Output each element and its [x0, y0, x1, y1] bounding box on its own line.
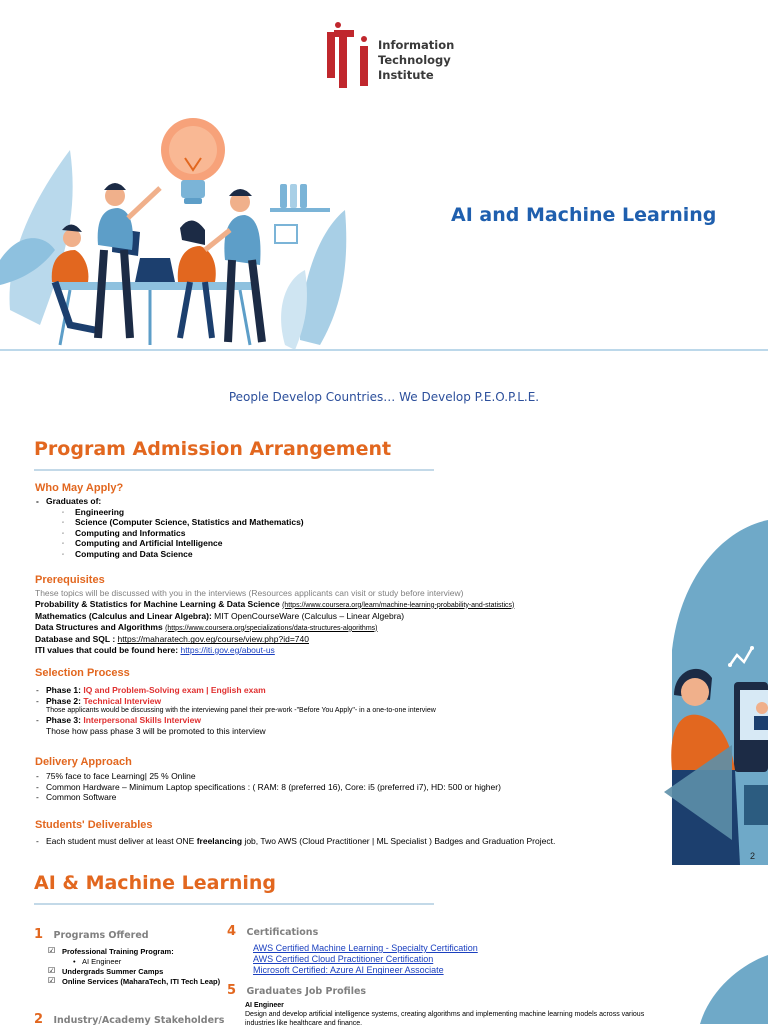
who-heading: Who May Apply?	[35, 482, 124, 494]
prereq-section	[35, 574, 635, 656]
cert-link[interactable]: Microsoft Certified: Azure AI Engineer Associate	[253, 965, 444, 976]
phase-label: Phase 1:	[46, 685, 84, 695]
section-number: 2	[34, 1012, 44, 1027]
tagline: People Develop Countries… We Develop P.E.O.P.L.E.	[228, 390, 540, 404]
phase-label: Phase 2:	[46, 695, 84, 706]
logo-text	[378, 38, 454, 83]
cert-link[interactable]: AWS Certified Cloud Practitioner Certification	[253, 954, 434, 965]
phase-note: Those how pass phase 3 will be promoted to this interview	[46, 725, 266, 736]
certifications	[227, 922, 647, 977]
prereq-link[interactable]: (https://www.coursera.org/specializations/data-structures-algorithms)	[165, 624, 378, 632]
cert-link[interactable]: AWS Certified Machine Learning - Specialty Certification	[253, 943, 478, 953]
lightbulb-icon	[161, 118, 225, 204]
delivery-heading: Delivery Approach	[35, 756, 132, 768]
deliverables-section	[35, 819, 655, 847]
cover-title: AI and Machine Learning	[451, 204, 717, 226]
deliverables-text: Each student must deliver at least ONE	[46, 836, 197, 846]
prereq-note: These topics will be discussed with you in the interviews (Resources applicants can visit or study before interview)	[35, 588, 464, 598]
overview-title: AI & Machine Learning	[34, 872, 276, 894]
decorative-illustration	[660, 520, 768, 870]
delivery-section	[35, 756, 655, 803]
section-divider	[34, 469, 434, 471]
prereq-label: ITI values that could be found here:	[35, 644, 181, 655]
prereq-label: Mathematics (Calculus and Linear Algebra):	[35, 611, 212, 622]
programs-offered	[34, 925, 224, 987]
logo-line-1: Information	[378, 38, 455, 52]
program-item: ☑ Online Services (MaharaTech, ITI Tech Leap)	[48, 977, 224, 987]
logo-line-3: Institute	[378, 68, 434, 82]
prereq-text: MIT OpenCourseWare (Calculus – Linear Algebra)	[211, 611, 405, 622]
program-subitem: • AI Engineer	[48, 957, 224, 967]
section-number: 5	[227, 983, 237, 998]
delivery-item: - Common Software	[35, 792, 655, 803]
logo-line-2: Technology	[378, 53, 451, 67]
phase-text: Interpersonal Skills Interview	[83, 715, 201, 726]
section-divider	[34, 903, 434, 905]
who-item: ◦ Computing and Informatics	[35, 528, 304, 539]
selection-section	[35, 667, 655, 736]
stakeholders-heading: Industry/Academy Stakeholders	[53, 1015, 225, 1026]
decorative-arc	[700, 955, 768, 1024]
deliverables-heading: Students' Deliverables	[35, 819, 153, 831]
delivery-item: - 75% face to face Learning| 25 % Online	[35, 771, 655, 782]
prereq-heading: Prerequisites	[35, 574, 105, 586]
who-item: ◦ Engineering	[35, 507, 304, 518]
who-item: ◦ Science (Computer Science, Statistics and Mathematics)	[35, 517, 304, 528]
prereq-link[interactable]: (https://www.coursera.org/learn/machine-learning-probability-and-statistics)	[282, 601, 515, 609]
program-item: ☑ Undergrads Summer Camps	[48, 967, 224, 977]
who-intro: - Graduates of:	[35, 496, 304, 507]
phase-label: Phase 3:	[46, 715, 84, 726]
section-number: 4	[227, 924, 237, 939]
deliverables-bold: freelancing	[196, 836, 243, 846]
prereq-label: Data Structures and Algorithms	[35, 621, 163, 632]
who-item: ◦ Computing and Data Science	[35, 549, 304, 560]
program-item: ☑ Professional Training Program:	[48, 947, 224, 957]
deliverables-text: job, Two AWS (Cloud Practitioner | ML Specialist ) Badges and Graduation Project.	[242, 836, 556, 846]
prereq-label: Probability & Statistics for Machine Learning & Data Science	[35, 598, 280, 609]
divider	[0, 349, 768, 351]
job-profiles	[227, 981, 647, 1028]
who-section	[35, 482, 304, 560]
prereq-label: Database and SQL :	[35, 634, 118, 645]
page-number: 2	[750, 851, 756, 861]
prereq-link[interactable]: https://maharatech.gov.eg/course/view.php?id=740	[117, 634, 309, 645]
prereq-link[interactable]: https://iti.gov.eg/about-us	[180, 644, 275, 655]
stakeholders	[34, 1010, 234, 1028]
who-item: ◦ Computing and Artificial Intelligence	[35, 538, 304, 549]
section-number: 1	[34, 927, 44, 942]
admission-title: Program Admission Arrangement	[34, 438, 392, 460]
programs-heading: Programs Offered	[53, 930, 149, 941]
hero-illustration	[0, 110, 360, 355]
job-profiles-heading: Graduates Job Profiles	[246, 986, 367, 997]
certifications-heading: Certifications	[246, 927, 319, 938]
phase-text: Technical Interview	[83, 695, 162, 706]
delivery-item: - Common Hardware – Minimum Laptop specifications : ( RAM: 8 (preferred 16), Core: i5 (preferred i7), HD: 500 or higher)	[35, 782, 655, 793]
job-title: AI Engineer	[245, 1002, 284, 1009]
phase-note: Those applicants would be discussing with the interviewing panel their pre-work -"Before You Apply"- in a one-to-one interview	[46, 707, 436, 715]
selection-heading: Selection Process	[35, 667, 130, 679]
job-description: Design and develop artificial intelligence systems, creating algorithms and implementing machine learning models across various industries like healthcare and finance.	[245, 1011, 645, 1027]
phase-text: IQ and Problem-Solving exam | English exam	[83, 685, 266, 695]
